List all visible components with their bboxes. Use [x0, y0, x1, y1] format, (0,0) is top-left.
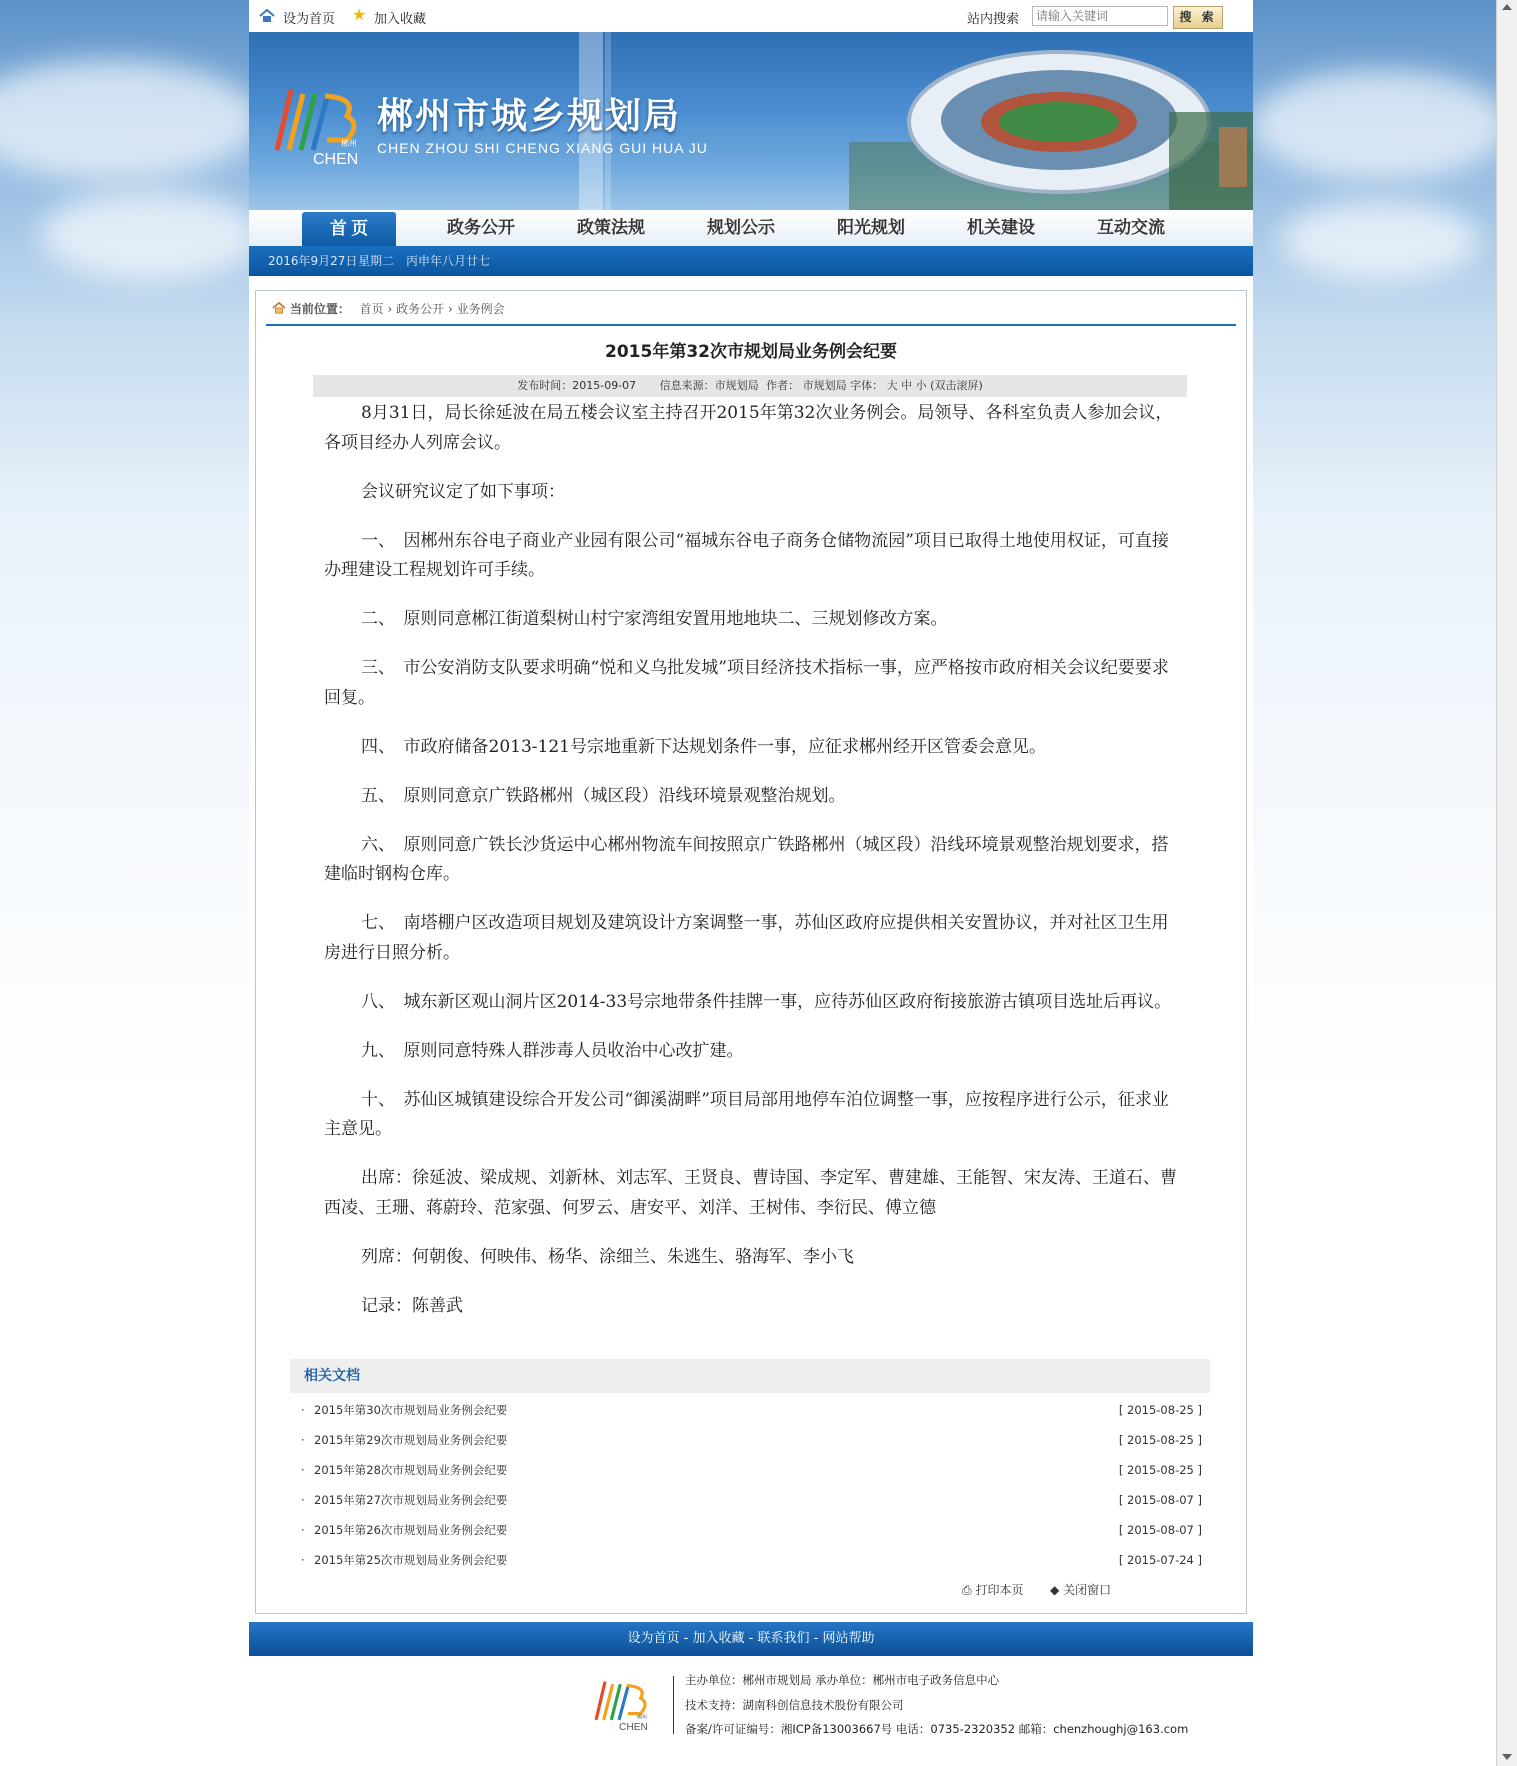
current-weekday: 星期二 [358, 254, 395, 268]
list-item [290, 1515, 1210, 1545]
nav-item-org-building[interactable]: 机关建设 [967, 218, 1035, 237]
background-cloud [1280, 200, 1480, 280]
printer-icon: ⎙ [962, 1583, 972, 1597]
paragraph: 四、 市政府储备2013-121号宗地重新下达规划条件一事，应征求郴州经开区管委会意见。 [361, 736, 1046, 757]
footer-info [685, 1668, 1188, 1742]
observers: 列席：何朝俊、何映伟、杨华、涂细兰、朱逃生、骆海军、李小飞 [361, 1246, 854, 1267]
close-icon: ◆ [1050, 1583, 1060, 1597]
stadium-image [849, 32, 1253, 210]
close-window-button[interactable] [1050, 1581, 1111, 1598]
search-button[interactable]: 搜 索 [1173, 6, 1223, 29]
scroll-up-arrow-icon[interactable] [1502, 4, 1512, 10]
publish-date: 2015-09-07 [572, 379, 637, 392]
star-icon: ★ [352, 5, 367, 24]
article-title: 2015年第32次市规划局业务例会纪要 [605, 342, 897, 362]
recorder: 记录：陈善武 [361, 1295, 463, 1316]
chevron-right-icon: › [447, 302, 457, 316]
article-meta [313, 375, 1187, 397]
paragraph: 六、 原则同意广铁长沙货运中心郴州物流车间按照京广铁路郴州（城区段）沿线环境景观整治规划要求，搭建临时钢构仓库。 [324, 834, 1169, 884]
top-bar [249, 0, 1253, 32]
paragraph: 七、 南塔棚户区改造项目规划及建筑设计方案调整一事，苏仙区政府应提供相关安置协议，并对社区卫生用房进行日照分析。 [324, 913, 1169, 963]
home-icon [259, 9, 275, 23]
article-panel [255, 290, 1247, 1614]
list-item [290, 1545, 1210, 1575]
footer-link-set-home[interactable]: 设为首页 [627, 1631, 680, 1646]
article-body [324, 399, 1179, 1341]
scroll-hint: (双击滚屏) [930, 379, 983, 392]
date-bar [249, 246, 1253, 276]
paragraph: 三、 市公安消防支队要求明确“悦和义乌批发城”项目经济技术指标一事，应严格按市政府相关会议纪要要求回复。 [324, 658, 1169, 708]
bullet-icon: · [301, 1463, 305, 1477]
list-item [290, 1425, 1210, 1455]
footer-link-help[interactable]: 网站帮助 [822, 1631, 875, 1646]
related-docs-list [290, 1395, 1210, 1575]
breadcrumb-label: 当前位置： [289, 302, 350, 316]
footer-link-bar [249, 1622, 1253, 1656]
related-doc-link[interactable]: 2015年第27次市规划局业务例会纪要 [314, 1493, 508, 1507]
related-doc-date: [ 2015-08-07 ] [1118, 1493, 1202, 1507]
list-item [290, 1395, 1210, 1425]
source-label: 信息来源： [659, 379, 715, 392]
related-doc-link[interactable]: 2015年第25次市规划局业务例会纪要 [314, 1553, 508, 1567]
paragraph: 一、 因郴州东谷电子商业产业园有限公司“福城东谷电子商务仓储物流园”项目已取得土地使用权证，可直接办理建设工程规划许可手续。 [324, 530, 1169, 580]
chevron-right-icon: › [387, 302, 397, 316]
paragraph: 五、 原则同意京广铁路郴州（城区段）沿线环境景观整治规划。 [361, 785, 846, 806]
source-value: 市规划局 [714, 379, 759, 392]
header-banner [249, 32, 1253, 210]
background-cloud [40, 190, 260, 280]
related-doc-link[interactable]: 2015年第30次市规划局业务例会纪要 [314, 1403, 508, 1417]
paragraph: 会议研究议定了如下事项： [361, 481, 565, 502]
bullet-icon: · [301, 1403, 305, 1417]
related-doc-date: [ 2015-08-07 ] [1118, 1523, 1202, 1537]
footer-sponsor: 主办单位：郴州市规划局 承办单位：郴州市电子政务信息中心 [685, 1673, 1000, 1687]
search-label: 站内搜索 [967, 12, 1020, 27]
breadcrumb [272, 299, 505, 319]
svg-text:CHEN: CHEN [313, 151, 359, 168]
article-tools [256, 1581, 1246, 1601]
print-label: 打印本页 [975, 1583, 1024, 1597]
svg-text:CHEN: CHEN [619, 1722, 648, 1734]
divider [673, 1676, 674, 1734]
print-button[interactable] [962, 1581, 1023, 1598]
font-size-label: 字体： [850, 379, 884, 392]
paragraph: 八、 城东新区观山洞片区2014-33号宗地带条件挂牌一事，应待苏仙区政府衔接旅游古镇项目选址后再议。 [361, 991, 1172, 1012]
nav-item-home[interactable]: 首 页 [302, 212, 396, 246]
background-cloud [1250, 70, 1510, 180]
nav-item-sunshine-plan[interactable]: 阳光规划 [837, 218, 905, 237]
font-medium-button[interactable]: 中 [901, 379, 913, 392]
footer-tech-support: 技术支持：湖南科创信息技术股份有限公司 [685, 1697, 904, 1712]
paragraph: 二、 原则同意郴江街道梨树山村宁家湾组安置用地地块二、三规划修改方案。 [361, 609, 948, 629]
site-title: 郴州市城乡规划局 [377, 96, 682, 136]
related-doc-link[interactable]: 2015年第26次市规划局业务例会纪要 [314, 1523, 508, 1537]
breadcrumb-home[interactable]: 首页 [359, 302, 384, 316]
related-doc-date: [ 2015-08-25 ] [1118, 1403, 1202, 1417]
nav-item-policies[interactable]: 政策法规 [577, 218, 645, 237]
footer [249, 1656, 1253, 1750]
bureau-logo-icon [269, 80, 379, 170]
related-doc-date: [ 2015-08-25 ] [1118, 1463, 1202, 1477]
publish-label: 发布时间： [517, 379, 573, 392]
author-label: 作者： [766, 379, 800, 392]
site-subtitle: CHEN ZHOU SHI CHENG XIANG GUI HUA JU [377, 140, 708, 156]
footer-logo-icon [591, 1674, 661, 1734]
link-separator: - [809, 1631, 823, 1646]
nav-item-plan-notice[interactable]: 规划公示 [707, 218, 775, 237]
list-item [290, 1485, 1210, 1515]
bullet-icon: · [301, 1493, 305, 1507]
related-doc-date: [ 2015-08-25 ] [1118, 1433, 1202, 1447]
nav-item-gov-affairs[interactable]: 政务公开 [447, 218, 515, 237]
related-doc-link[interactable]: 2015年第28次市规划局业务例会纪要 [314, 1463, 508, 1477]
svg-text:郴州: 郴州 [636, 1714, 647, 1721]
current-date: 2016年9月27日 [268, 254, 358, 268]
main-nav [249, 210, 1253, 247]
paragraph: 九、 原则同意特殊人群涉毒人员收治中心改扩建。 [361, 1040, 744, 1061]
link-separator: - [744, 1631, 758, 1646]
page-container [249, 0, 1253, 1750]
divider [266, 324, 1236, 326]
breadcrumb-gov-affairs[interactable]: 政务公开 [396, 302, 445, 316]
set-home-link[interactable]: 设为首页 [283, 12, 336, 27]
background-cloud [0, 60, 260, 180]
footer-link-favorite[interactable]: 加入收藏 [692, 1631, 745, 1646]
bullet-icon: · [301, 1553, 305, 1567]
lunar-date: 丙申年八月廿七 [406, 254, 491, 268]
nav-item-interaction[interactable]: 互动交流 [1097, 218, 1165, 237]
home-icon [272, 302, 286, 314]
font-large-button[interactable]: 大 [886, 379, 898, 392]
related-docs-heading: 相关文档 [290, 1359, 1210, 1393]
svg-text:郴州: 郴州 [341, 139, 357, 148]
link-separator: - [679, 1631, 693, 1646]
list-item [290, 1455, 1210, 1485]
breadcrumb-meetings[interactable]: 业务例会 [456, 302, 505, 316]
related-doc-link[interactable]: 2015年第29次市规划局业务例会纪要 [314, 1433, 508, 1447]
font-small-button[interactable]: 小 [915, 379, 927, 392]
scroll-down-arrow-icon[interactable] [1502, 1754, 1512, 1760]
scrollbar[interactable] [1496, 0, 1517, 1766]
add-favorite-link[interactable]: 加入收藏 [374, 12, 427, 27]
paragraph: 十、 苏仙区城镇建设综合开发公司“御溪湖畔”项目局部用地停车泊位调整一事，应按程序进行公示，征求业主意见。 [324, 1089, 1169, 1139]
bullet-icon: · [301, 1523, 305, 1537]
search-input[interactable] [1032, 6, 1168, 26]
close-label: 关闭窗口 [1063, 1583, 1112, 1597]
related-doc-date: [ 2015-07-24 ] [1118, 1553, 1202, 1567]
paragraph: 8月31日，局长徐延波在局五楼会议室主持召开2015年第32次业务例会。局领导、各科室负责人参加会议，各项目经办人列席会议。 [324, 403, 1173, 453]
bullet-icon: · [301, 1433, 305, 1447]
footer-link-contact[interactable]: 联系我们 [757, 1631, 810, 1646]
author-value: 市规划局 [802, 379, 847, 392]
attendees: 出席：徐延波、梁成规、刘新林、刘志军、王贤良、曹诗国、李定军、曹建雄、王能智、宋友涛、王道石、曹西凌、王珊、蒋蔚玲、范家强、何罗云、唐安平、刘洋、王树伟、李衍民、傅立德 [324, 1168, 1177, 1218]
footer-license: 备案/许可证编号：湘ICP备13003667号 电话：0735-2320352 邮箱：chenzhoughj@163.com [685, 1722, 1189, 1736]
